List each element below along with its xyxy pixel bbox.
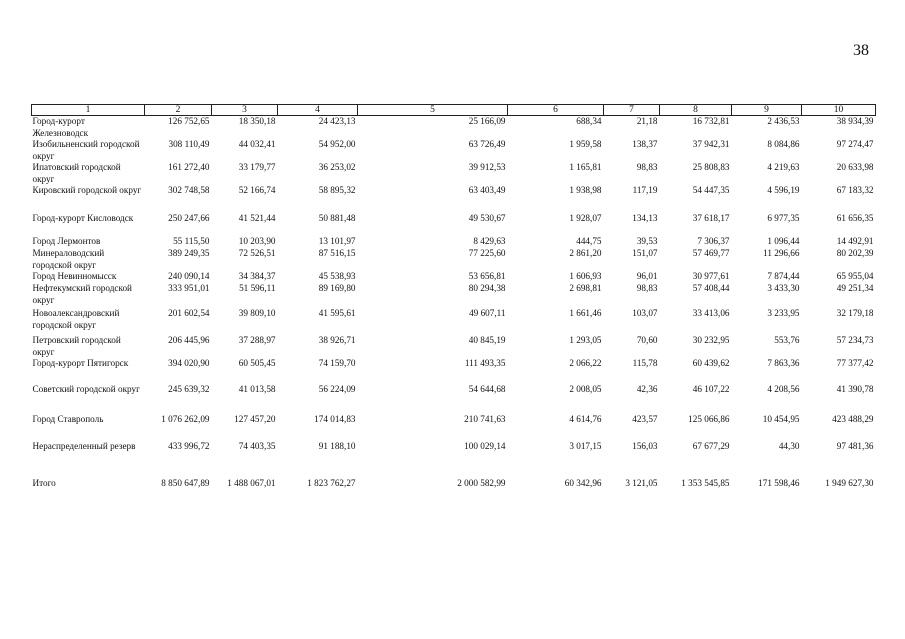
value-cell: 36 253,02 (318, 162, 356, 172)
table-body (32, 116, 876, 493)
value-cell: 40 845,19 (468, 335, 506, 345)
value-cell: 688,34 (576, 116, 602, 126)
budget-table (31, 104, 876, 492)
value-cell: 49 530,67 (468, 213, 506, 223)
value-cell: 97 481,36 (836, 441, 874, 451)
value-cell: 7 874,44 (767, 271, 800, 281)
value-cell: 245 639,32 (168, 384, 210, 394)
value-cell: 77 377,42 (836, 358, 874, 368)
column-header: 4 (278, 105, 358, 116)
value-cell: 63 403,49 (468, 185, 506, 195)
column-header: 6 (508, 105, 604, 116)
value-cell: 91 188,10 (318, 441, 356, 451)
value-cell: 13 101,97 (318, 236, 356, 246)
value-cell: 16 732,81 (692, 116, 730, 126)
value-cell: 333 951,01 (168, 283, 210, 293)
value-cell: 201 602,54 (168, 308, 210, 318)
value-cell: 38 934,39 (836, 116, 874, 126)
value-cell: 57 234,73 (836, 335, 874, 345)
value-cell: 115,78 (632, 358, 658, 368)
column-header: 8 (660, 105, 732, 116)
value-cell: 30 232,95 (692, 335, 730, 345)
row-name-cell: Кировский городской округ (32, 185, 142, 195)
value-cell: 444,75 (576, 236, 602, 246)
value-cell: 38 926,71 (318, 335, 356, 345)
value-cell: 4 208,56 (767, 384, 800, 394)
table-row (32, 478, 876, 492)
value-cell: 54 644,68 (468, 384, 506, 394)
value-cell: 100 029,14 (464, 441, 506, 451)
value-cell: 553,76 (774, 335, 800, 345)
value-cell: 127 457,20 (234, 414, 276, 424)
value-cell: 389 249,35 (168, 248, 210, 258)
value-cell: 2 008,05 (569, 384, 602, 394)
table-row (32, 414, 876, 441)
row-name-cell: Город Невинномысск (32, 271, 117, 281)
value-cell: 80 294,38 (468, 283, 506, 293)
value-cell: 206 445,96 (168, 335, 210, 345)
value-cell: 250 247,66 (168, 213, 210, 223)
value-cell: 1 293,05 (569, 335, 602, 345)
table-row (32, 139, 876, 162)
value-cell: 41 390,78 (836, 384, 874, 394)
value-cell: 394 020,90 (168, 358, 210, 368)
row-name-cell: Город-курорт Железноводск (32, 116, 89, 138)
column-header: 1 (32, 105, 145, 116)
value-cell: 37 618,17 (692, 213, 730, 223)
value-cell: 1 938,98 (569, 185, 602, 195)
value-cell: 1 076 262,09 (161, 414, 210, 424)
value-cell: 433 996,72 (168, 441, 210, 451)
value-cell: 111 493,35 (464, 358, 506, 368)
table-row (32, 335, 876, 358)
value-cell: 54 447,35 (692, 185, 730, 195)
table-header (32, 105, 876, 116)
value-cell: 138,37 (632, 139, 658, 149)
row-name-cell: Петровский городской округ (32, 335, 121, 357)
value-cell: 39,53 (636, 236, 658, 246)
value-cell: 3 233,95 (767, 308, 800, 318)
table-row (32, 308, 876, 335)
value-cell: 37 288,97 (238, 335, 276, 345)
value-cell: 2 000 582,99 (457, 478, 506, 488)
value-cell: 1 165,81 (569, 162, 602, 172)
column-header: 3 (212, 105, 278, 116)
value-cell: 49 607,11 (469, 308, 506, 318)
value-cell: 1 823 762,27 (307, 478, 356, 488)
value-cell: 25 166,09 (468, 116, 506, 126)
value-cell: 7 306,37 (697, 236, 730, 246)
value-cell: 2 698,81 (569, 283, 602, 293)
value-cell: 67 183,32 (836, 185, 874, 195)
value-cell: 57 469,77 (692, 248, 730, 258)
value-cell: 25 808,83 (692, 162, 730, 172)
value-cell: 2 066,22 (569, 358, 602, 368)
value-cell: 4 614,76 (569, 414, 602, 424)
value-cell: 210 741,63 (464, 414, 506, 424)
value-cell: 21,18 (636, 116, 658, 126)
value-cell: 1 606,93 (569, 271, 602, 281)
value-cell: 70,60 (636, 335, 658, 345)
value-cell: 1 661,46 (569, 308, 602, 318)
value-cell: 161 272,40 (168, 162, 210, 172)
value-cell: 7 863,36 (767, 358, 800, 368)
value-cell: 45 538,93 (318, 271, 356, 281)
row-name-cell: Город Ставрополь (32, 414, 104, 424)
value-cell: 49 251,34 (836, 283, 874, 293)
table-row (32, 236, 876, 248)
value-cell: 423,57 (632, 414, 658, 424)
row-name-cell: Город Лермонтов (32, 236, 101, 246)
value-cell: 171 598,46 (758, 478, 800, 488)
value-cell: 240 090,14 (168, 271, 210, 281)
value-cell: 41 013,58 (238, 384, 276, 394)
value-cell: 55 115,50 (173, 236, 210, 246)
row-name-cell: Город-курорт Пятигорск (32, 358, 129, 368)
value-cell: 33 179,77 (238, 162, 276, 172)
row-name-cell: Минераловодский городской округ (32, 248, 105, 270)
value-cell: 2 861,20 (569, 248, 602, 258)
table-row (32, 185, 876, 213)
value-cell: 61 656,35 (836, 213, 874, 223)
row-name-cell: Изобильненский городской округ (32, 139, 140, 161)
value-cell: 98,83 (636, 283, 658, 293)
value-cell: 97 274,47 (836, 139, 874, 149)
table-row (32, 441, 876, 478)
value-cell: 67 677,29 (692, 441, 730, 451)
value-cell: 30 977,61 (692, 271, 730, 281)
value-cell: 4 596,19 (767, 185, 800, 195)
value-cell: 57 408,44 (692, 283, 730, 293)
value-cell: 33 413,06 (692, 308, 730, 318)
value-cell: 51 596,11 (239, 283, 276, 293)
row-name-cell: Ипатовский городской округ (32, 162, 121, 184)
value-cell: 44,30 (778, 441, 800, 451)
value-cell: 44 032,41 (238, 139, 276, 149)
header-row (32, 105, 876, 116)
value-cell: 53 656,81 (468, 271, 506, 281)
value-cell: 52 166,74 (238, 185, 276, 195)
value-cell: 302 748,58 (168, 185, 210, 195)
value-cell: 174 014,83 (314, 414, 356, 424)
value-cell: 10 203,90 (238, 236, 276, 246)
table-row (32, 248, 876, 271)
table-row (32, 162, 876, 185)
value-cell: 65 955,04 (836, 271, 874, 281)
table-row (32, 213, 876, 236)
value-cell: 46 107,22 (692, 384, 730, 394)
value-cell: 72 526,51 (238, 248, 276, 258)
value-cell: 103,07 (632, 308, 658, 318)
value-cell: 1 096,44 (767, 236, 800, 246)
value-cell: 60 439,62 (692, 358, 730, 368)
value-cell: 3 121,05 (625, 478, 658, 488)
value-cell: 98,83 (636, 162, 658, 172)
row-name-cell: Город-курорт Кисловодск (32, 213, 134, 223)
value-cell: 80 202,39 (836, 248, 874, 258)
value-cell: 41 521,44 (238, 213, 276, 223)
value-cell: 14 492,91 (836, 236, 874, 246)
value-cell: 1 959,58 (569, 139, 602, 149)
value-cell: 8 084,86 (767, 139, 800, 149)
value-cell: 1 353 545,85 (681, 478, 730, 488)
table-row (32, 283, 876, 308)
value-cell: 11 296,66 (763, 248, 800, 258)
row-name-cell: Нераспределенный резерв (32, 441, 136, 451)
value-cell: 126 752,65 (168, 116, 210, 126)
value-cell: 125 066,86 (688, 414, 730, 424)
value-cell: 56 224,09 (318, 384, 356, 394)
value-cell: 156,03 (632, 441, 658, 451)
value-cell: 8 429,63 (473, 236, 506, 246)
value-cell: 117,19 (632, 185, 658, 195)
table-row (32, 271, 876, 283)
value-cell: 2 436,53 (767, 116, 800, 126)
page-number: 38 (853, 42, 869, 59)
value-cell: 54 952,00 (318, 139, 356, 149)
value-cell: 4 219,63 (767, 162, 800, 172)
value-cell: 77 225,60 (468, 248, 506, 258)
column-header: 5 (358, 105, 508, 116)
table-row (32, 384, 876, 414)
column-header: 10 (802, 105, 876, 116)
value-cell: 8 850 647,89 (161, 478, 210, 488)
row-name-cell: Нефтекумский городской округ (32, 283, 132, 305)
value-cell: 134,13 (632, 213, 658, 223)
table-row (32, 116, 876, 140)
value-cell: 1 488 067,01 (227, 478, 276, 488)
row-name-cell: Итого (32, 478, 56, 488)
value-cell: 60 342,96 (564, 478, 602, 488)
value-cell: 39 809,10 (238, 308, 276, 318)
value-cell: 3 017,15 (569, 441, 602, 451)
value-cell: 34 384,37 (238, 271, 276, 281)
value-cell: 151,07 (632, 248, 658, 258)
value-cell: 41 595,61 (318, 308, 356, 318)
value-cell: 1 928,07 (569, 213, 602, 223)
value-cell: 20 633,98 (836, 162, 874, 172)
value-cell: 63 726,49 (468, 139, 506, 149)
value-cell: 87 516,15 (318, 248, 356, 258)
row-name-cell: Новоалександровский городской округ (32, 308, 120, 330)
value-cell: 39 912,53 (468, 162, 506, 172)
value-cell: 423 488,29 (832, 414, 874, 424)
row-name-cell: Советский городской округ (32, 384, 140, 394)
column-header: 9 (732, 105, 802, 116)
value-cell: 89 169,80 (318, 283, 356, 293)
value-cell: 60 505,45 (238, 358, 276, 368)
value-cell: 10 454,95 (762, 414, 800, 424)
column-header: 7 (604, 105, 660, 116)
value-cell: 6 977,35 (767, 213, 800, 223)
value-cell: 3 433,30 (767, 283, 800, 293)
value-cell: 24 423,13 (318, 116, 356, 126)
value-cell: 50 881,48 (318, 213, 356, 223)
value-cell: 37 942,31 (692, 139, 730, 149)
value-cell: 74 403,35 (238, 441, 276, 451)
table-row (32, 358, 876, 384)
value-cell: 32 179,18 (836, 308, 874, 318)
column-header: 2 (145, 105, 212, 116)
value-cell: 96,01 (636, 271, 658, 281)
value-cell: 1 949 627,30 (825, 478, 874, 488)
value-cell: 18 350,18 (238, 116, 276, 126)
value-cell: 42,36 (636, 384, 658, 394)
value-cell: 58 895,32 (318, 185, 356, 195)
value-cell: 74 159,70 (318, 358, 356, 368)
value-cell: 308 110,49 (168, 139, 210, 149)
